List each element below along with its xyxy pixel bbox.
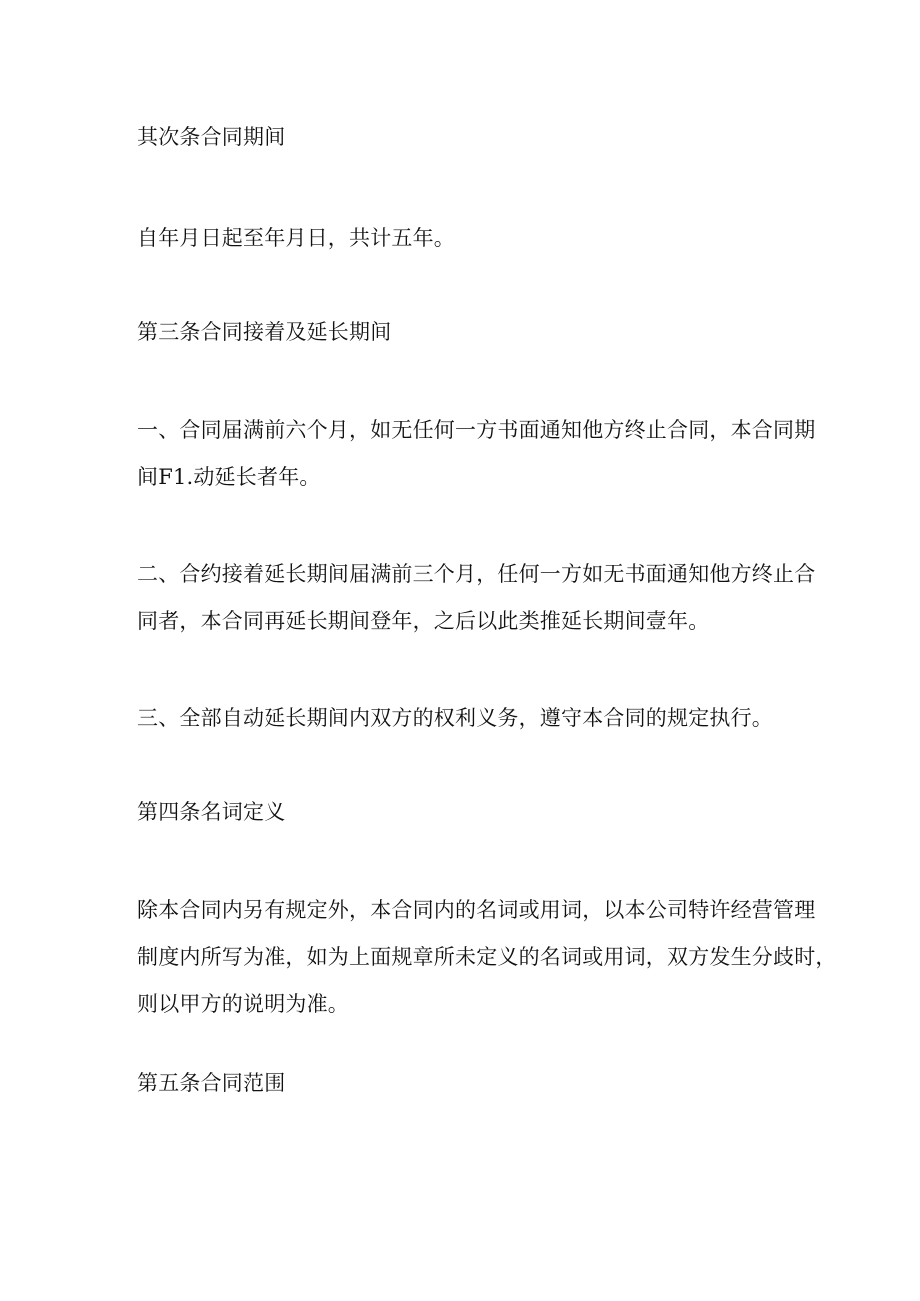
article-3-clause-2-line-2: 同者，本合同再延长期间登年，之后以此类推延长期间壹年。 (137, 609, 710, 633)
article-3-clause-1-line-2: 间F1.动延长者年。 (137, 465, 321, 489)
article-2-text: 自年月日起至年月日，共计五年。 (137, 226, 455, 250)
article-4-heading: 第四条名词定义 (137, 800, 286, 824)
article-3-clause-2-line-1: 二、合约接着延长期间届满前三个月，任何一方如无书面通知他方终止合 (137, 562, 816, 586)
article-3-clause-3: 三、全部自动延长期间内双方的权利义务，遵守本合同的规定执行。 (137, 706, 773, 730)
article-3-heading: 第三条合同接着及延长期间 (137, 320, 392, 344)
article-4-text-line-3: 则以甲方的说明为准。 (137, 992, 349, 1016)
article-4-text-line-2: 制度内所写为准，如为上面规章所未定义的名词或用词，双方发生分歧时， (137, 945, 837, 969)
article-5-heading: 第五条合同范围 (137, 1071, 286, 1095)
article-4-text-line-1: 除本合同内另有规定外，本合同内的名词或用词，以本公司特许经营管理 (137, 898, 816, 922)
article-2-heading: 其次条合同期间 (137, 125, 286, 149)
article-3-clause-1-line-1: 一、合同届满前六个月，如无任何一方书面通知他方终止合同，本合同期 (137, 418, 816, 442)
